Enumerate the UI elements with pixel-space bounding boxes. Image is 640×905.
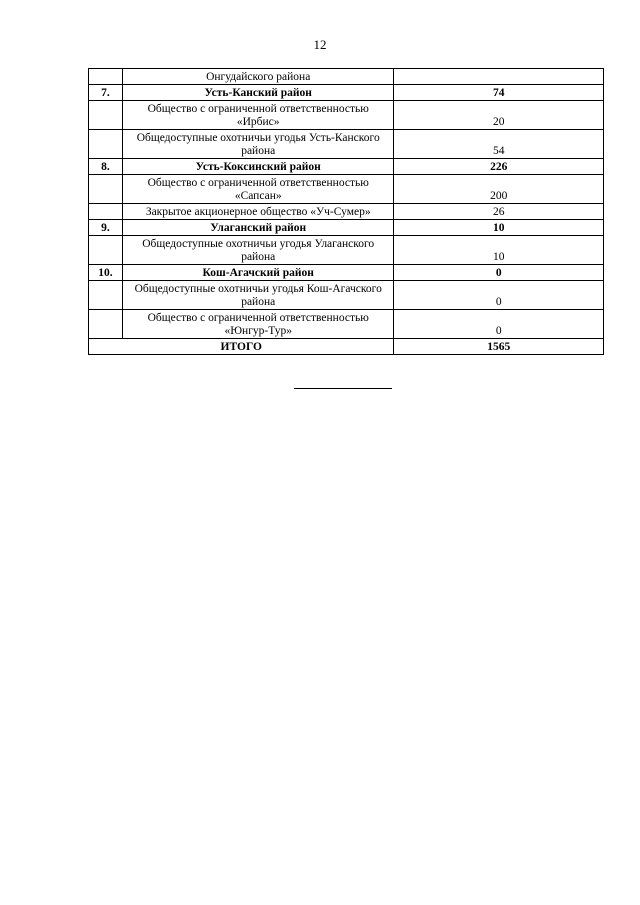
table-row — [89, 236, 604, 265]
row-number — [89, 175, 123, 204]
row-number: 10. — [89, 265, 123, 281]
row-name: Общедоступные охотничьи угодья Усть-Канского района — [122, 130, 394, 159]
table-row — [89, 204, 604, 220]
row-name: Общество с ограниченной ответственностью «Юнгур-Тур» — [122, 310, 394, 339]
row-value: 10 — [394, 220, 604, 236]
row-name: Общедоступные охотничьи угодья Кош-Агачского района — [122, 281, 394, 310]
row-number — [89, 204, 123, 220]
table-body — [89, 69, 604, 339]
table-row — [89, 85, 604, 101]
allocation-table — [88, 68, 604, 355]
row-number — [89, 130, 123, 159]
row-number — [89, 69, 123, 85]
row-number: 7. — [89, 85, 123, 101]
row-number — [89, 236, 123, 265]
row-value: 200 — [394, 175, 604, 204]
table-row — [89, 101, 604, 130]
row-name: Усть-Канский район — [122, 85, 394, 101]
table-row — [89, 265, 604, 281]
row-value: 10 — [394, 236, 604, 265]
row-number: 9. — [89, 220, 123, 236]
total-value: 1565 — [394, 339, 604, 355]
row-name: Кош-Агачский район — [122, 265, 394, 281]
row-value: 26 — [394, 204, 604, 220]
row-name: Усть-Коксинский район — [122, 159, 394, 175]
row-name: Общедоступные охотничьи угодья Улаганского района — [122, 236, 394, 265]
row-value — [394, 69, 604, 85]
page-number: 12 — [313, 37, 327, 52]
row-number — [89, 101, 123, 130]
row-name: Улаганский район — [122, 220, 394, 236]
row-value: 0 — [394, 265, 604, 281]
row-number — [89, 310, 123, 339]
table-row — [89, 220, 604, 236]
row-value: 0 — [394, 281, 604, 310]
table-row — [89, 175, 604, 204]
table-row — [89, 69, 604, 85]
row-value: 74 — [394, 85, 604, 101]
table-row — [89, 281, 604, 310]
table-row — [89, 310, 604, 339]
row-name: Общество с ограниченной ответственностью «Ирбис» — [122, 101, 394, 130]
row-number: 8. — [89, 159, 123, 175]
row-name: Закрытое акционерное общество «Уч-Сумер» — [122, 204, 394, 220]
total-label: ИТОГО — [89, 339, 394, 355]
row-value: 0 — [394, 310, 604, 339]
row-name: Онгудайского района — [122, 69, 394, 85]
table-row — [89, 159, 604, 175]
total-row — [89, 339, 604, 355]
row-number — [89, 281, 123, 310]
row-value: 20 — [394, 101, 604, 130]
table-row — [89, 130, 604, 159]
row-name: Общество с ограниченной ответственностью «Сапсан» — [122, 175, 394, 204]
row-value: 54 — [394, 130, 604, 159]
end-divider-line — [294, 388, 392, 389]
row-value: 226 — [394, 159, 604, 175]
